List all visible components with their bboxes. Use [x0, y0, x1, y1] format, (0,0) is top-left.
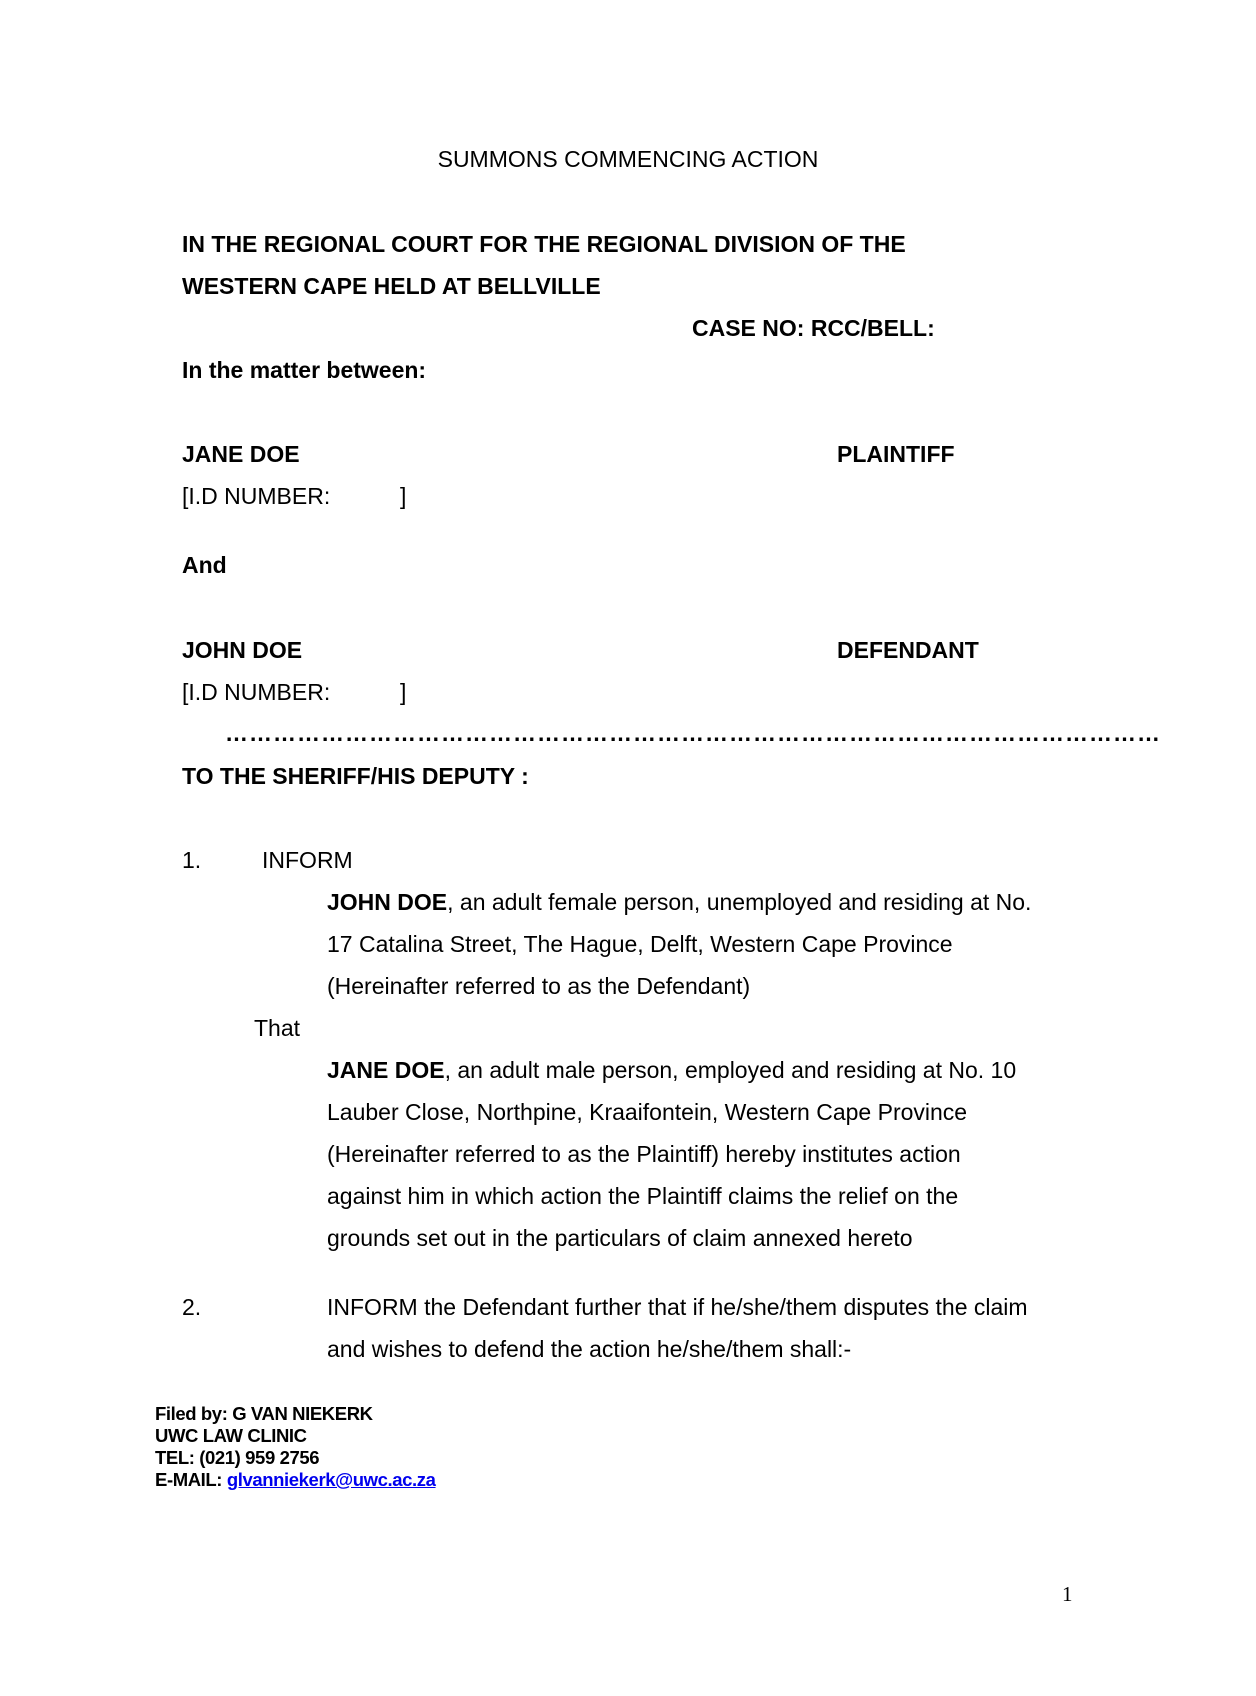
defendant-id-label: [I.D NUMBER:	[182, 679, 331, 705]
item-1-plaintiff-name: JANE DOE	[327, 1057, 445, 1083]
defendant-name: JOHN DOE	[182, 637, 303, 663]
item-2-line-1: INFORM the Defendant further that if he/she/them disputes the claim	[327, 1294, 1028, 1320]
footer-tel: TEL: (021) 959 2756	[155, 1447, 320, 1468]
defendant-role: DEFENDANT	[837, 637, 979, 663]
plaintiff-id-label: [I.D NUMBER:	[182, 483, 331, 509]
matter-between: In the matter between:	[182, 357, 427, 383]
separator-dots: ………………………………………………………………………………………………………	[225, 720, 1161, 746]
item-1-defendant-line-2: 17 Catalina Street, The Hague, Delft, Western Cape Province	[327, 931, 953, 957]
item-1-heading: INFORM	[262, 847, 353, 873]
item-2-line-2: and wishes to defend the action he/she/them shall:-	[327, 1336, 852, 1362]
item-1-plaintiff-line-1-rest: , an adult male person, employed and residing at No. 10	[444, 1057, 1017, 1083]
item-1-defendant-line-1	[327, 891, 1031, 914]
court-line-2: WESTERN CAPE HELD AT BELLVILLE	[182, 273, 601, 299]
item-1-defendant-line-1-rest: , an adult female person, unemployed and residing at No.	[447, 889, 1032, 915]
item-1-that-label: That	[254, 1015, 301, 1041]
court-line-1: IN THE REGIONAL COURT FOR THE REGIONAL DIVISION OF THE	[182, 231, 906, 257]
item-1-plaintiff-line-3: (Hereinafter referred to as the Plaintiff) hereby institutes action	[327, 1141, 961, 1167]
footer-email-label: E-MAIL:	[155, 1469, 227, 1490]
footer-email-line	[155, 1471, 436, 1490]
item-1-plaintiff-line-4: against him in which action the Plaintiff claims the relief on the	[327, 1183, 959, 1209]
footer-clinic: UWC LAW CLINIC	[155, 1425, 307, 1446]
plaintiff-name: JANE DOE	[182, 441, 300, 467]
item-2-number: 2.	[182, 1294, 202, 1320]
sheriff-line: TO THE SHERIFF/HIS DEPUTY :	[182, 763, 529, 789]
document-title: SUMMONS COMMENCING ACTION	[437, 146, 819, 172]
item-1-defendant-line-3: (Hereinafter referred to as the Defendant)	[327, 973, 751, 999]
item-1-defendant-name: JOHN DOE	[327, 889, 448, 915]
footer-filed-by: Filed by: G VAN NIEKERK	[155, 1403, 373, 1424]
item-1-plaintiff-line-2: Lauber Close, Northpine, Kraaifontein, Western Cape Province	[327, 1099, 968, 1125]
item-1-plaintiff-line-1	[327, 1059, 1016, 1082]
defendant-id-close: ]	[400, 679, 407, 705]
item-1-plaintiff-line-5: grounds set out in the particulars of claim annexed hereto	[327, 1225, 913, 1251]
and-label: And	[182, 552, 227, 578]
page-number: 1	[1062, 1582, 1073, 1606]
item-1-number: 1.	[182, 847, 202, 873]
plaintiff-id-close: ]	[400, 483, 407, 509]
case-number: CASE NO: RCC/BELL:	[692, 315, 935, 341]
footer-email-link[interactable]: glvanniekerk@uwc.ac.za	[226, 1469, 436, 1490]
plaintiff-role: PLAINTIFF	[837, 441, 955, 467]
